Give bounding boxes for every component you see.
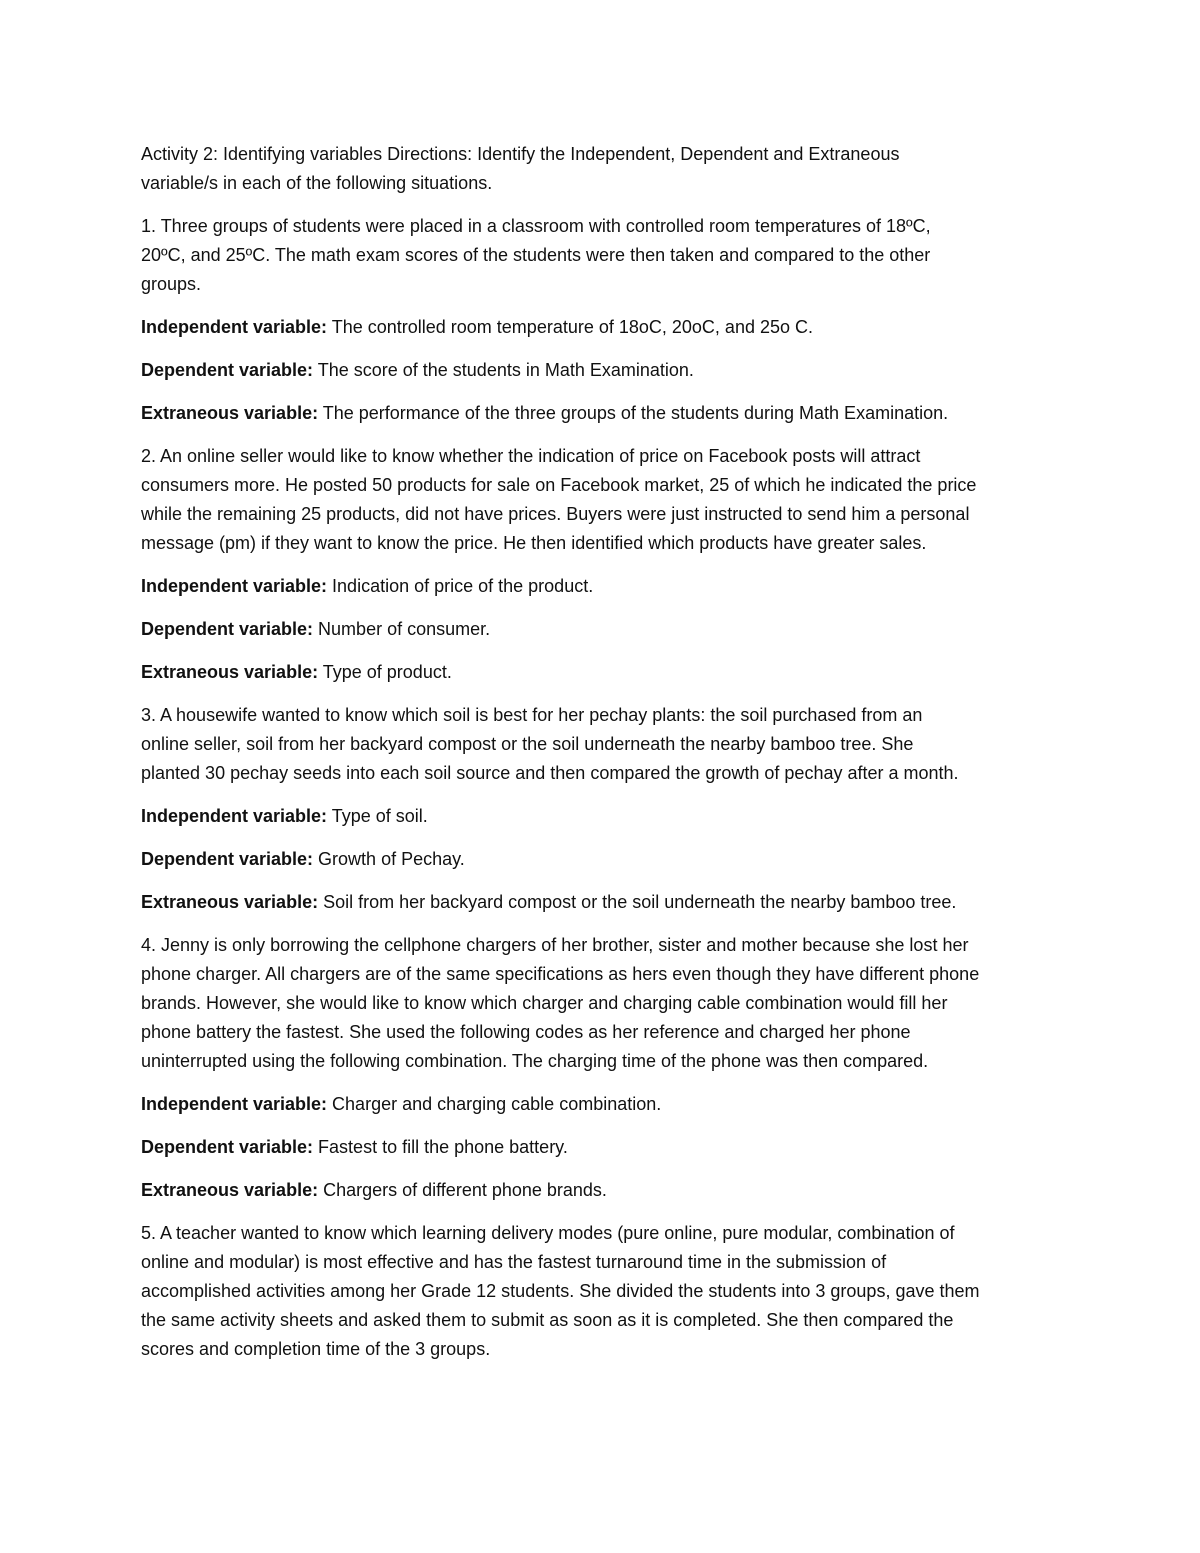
answer-independent-3	[141, 802, 1061, 831]
answer-dependent-3	[141, 845, 1061, 874]
text-line: groups.	[141, 274, 202, 294]
answer-text: Type of product.	[318, 662, 452, 682]
answer-text: Number of consumer.	[313, 619, 491, 639]
answer-text: Type of soil.	[327, 806, 428, 826]
situation-2	[141, 442, 1061, 558]
intro-paragraph	[141, 140, 1061, 198]
text-line: accomplished activities among her Grade 12 students. She divided the students into 3 groups, gave them	[141, 1281, 980, 1301]
text-line: Activity 2: Identifying variables Directions: Identify the Independent, Dependent and Extraneous	[141, 144, 900, 164]
dependent-label: Dependent variable:	[141, 1137, 314, 1157]
situation-5	[141, 1219, 1061, 1364]
dependent-label: Dependent variable:	[141, 619, 314, 639]
answer-extraneous-2	[141, 658, 1061, 687]
text-line: uninterrupted using the following combination. The charging time of the phone was then compared.	[141, 1051, 929, 1071]
text-line: scores and completion time of the 3 groups.	[141, 1339, 491, 1359]
text-line: 1. Three groups of students were placed in a classroom with controlled room temperatures of 18ºC,	[141, 216, 931, 236]
independent-label: Independent variable:	[141, 1094, 328, 1114]
dependent-label: Dependent variable:	[141, 360, 314, 380]
text-line: 4. Jenny is only borrowing the cellphone chargers of her brother, sister and mother because she lost her	[141, 935, 969, 955]
answer-text: The controlled room temperature of 18oC, 20oC, and 25o C.	[327, 317, 813, 337]
answer-text: Chargers of different phone brands.	[318, 1180, 607, 1200]
text-line: 20ºC, and 25ºC. The math exam scores of the students were then taken and compared to the other	[141, 245, 931, 265]
independent-label: Independent variable:	[141, 317, 328, 337]
answer-independent-4	[141, 1090, 1061, 1119]
answer-text: Soil from her backyard compost or the soil underneath the nearby bamboo tree.	[318, 892, 957, 912]
text-line: brands. However, she would like to know which charger and charging cable combination would fill her	[141, 993, 948, 1013]
answer-text: The score of the students in Math Examination.	[313, 360, 694, 380]
document-page	[141, 140, 1061, 1378]
independent-label: Independent variable:	[141, 576, 328, 596]
answer-dependent-2	[141, 615, 1061, 644]
extraneous-label: Extraneous variable:	[141, 403, 319, 423]
text-line: the same activity sheets and asked them to submit as soon as it is completed. She then compared the	[141, 1310, 954, 1330]
situation-3	[141, 701, 1061, 788]
situation-1	[141, 212, 1061, 299]
answer-text: Growth of Pechay.	[313, 849, 465, 869]
answer-independent-2	[141, 572, 1061, 601]
text-line: 2. An online seller would like to know whether the indication of price on Facebook posts will attract	[141, 446, 921, 466]
text-line: phone charger. All chargers are of the same specifications as hers even though they have different phone	[141, 964, 980, 984]
answer-extraneous-1	[141, 399, 1061, 428]
answer-dependent-1	[141, 356, 1061, 385]
extraneous-label: Extraneous variable:	[141, 892, 319, 912]
answer-text: Fastest to fill the phone battery.	[313, 1137, 568, 1157]
situation-4	[141, 931, 1061, 1076]
text-line: online seller, soil from her backyard compost or the soil underneath the nearby bamboo tree. She	[141, 734, 914, 754]
extraneous-label: Extraneous variable:	[141, 1180, 319, 1200]
extraneous-label: Extraneous variable:	[141, 662, 319, 682]
text-line: consumers more. He posted 50 products for sale on Facebook market, 25 of which he indicated the price	[141, 475, 977, 495]
text-line: 5. A teacher wanted to know which learning delivery modes (pure online, pure modular, combination of	[141, 1223, 955, 1243]
text-line: variable/s in each of the following situations.	[141, 173, 493, 193]
answer-text: The performance of the three groups of the students during Math Examination.	[318, 403, 949, 423]
text-line: 3. A housewife wanted to know which soil is best for her pechay plants: the soil purchased from an	[141, 705, 923, 725]
text-line: message (pm) if they want to know the price. He then identified which products have greater sales.	[141, 533, 927, 553]
independent-label: Independent variable:	[141, 806, 328, 826]
text-line: phone battery the fastest. She used the following codes as her reference and charged her phone	[141, 1022, 911, 1042]
answer-extraneous-3	[141, 888, 1061, 917]
answer-independent-1	[141, 313, 1061, 342]
answer-extraneous-4	[141, 1176, 1061, 1205]
answer-dependent-4	[141, 1133, 1061, 1162]
text-line: while the remaining 25 products, did not have prices. Buyers were just instructed to send him a personal	[141, 504, 970, 524]
text-line: online and modular) is most effective and has the fastest turnaround time in the submission of	[141, 1252, 887, 1272]
answer-text: Charger and charging cable combination.	[327, 1094, 662, 1114]
answer-text: Indication of price of the product.	[327, 576, 594, 596]
dependent-label: Dependent variable:	[141, 849, 314, 869]
text-line: planted 30 pechay seeds into each soil source and then compared the growth of pechay after a month.	[141, 763, 959, 783]
